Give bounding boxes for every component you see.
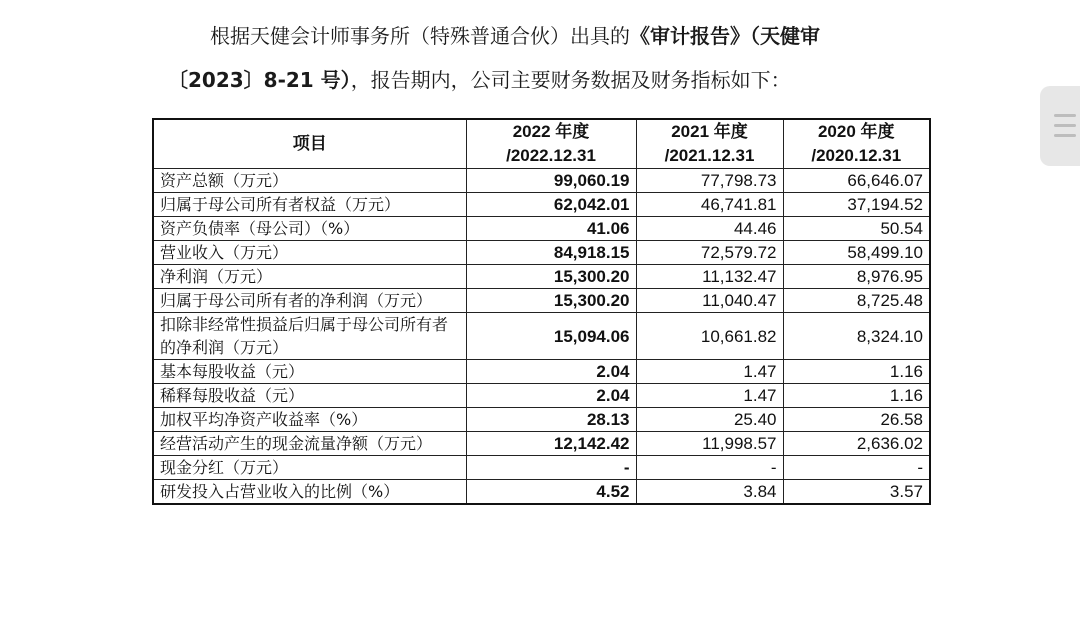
value-2022: 15,300.20 [466, 265, 636, 289]
row-item: 研发投入占营业收入的比例（%） [153, 480, 466, 505]
header-2022-year: 2022 年度 [512, 122, 590, 141]
value-2022: 62,042.01 [466, 193, 636, 217]
header-2022 [466, 119, 636, 169]
value-2020: 3.57 [783, 480, 930, 505]
header-2021-year: 2021 年度 [671, 122, 748, 141]
value-2020: 8,324.10 [783, 313, 930, 360]
intro-text-a: 根据天健会计师事务所（特殊普通合伙）出具的 [210, 24, 630, 48]
header-item-label: 项目 [292, 134, 327, 153]
row-item: 净利润（万元） [153, 265, 466, 289]
value-2022: 15,300.20 [466, 289, 636, 313]
value-2020: 37,194.52 [783, 193, 930, 217]
header-2022-date: /2022.12.31 [506, 146, 596, 165]
value-2021: 10,661.82 [636, 313, 783, 360]
value-2020: 1.16 [783, 360, 930, 384]
value-2022: 4.52 [466, 480, 636, 505]
table-row [153, 289, 930, 313]
value-2021: 11,040.47 [636, 289, 783, 313]
table-row [153, 193, 930, 217]
value-2022: 99,060.19 [466, 169, 636, 193]
header-2021-date: /2021.12.31 [664, 146, 755, 165]
value-2021: 46,741.81 [636, 193, 783, 217]
value-2020: - [783, 456, 930, 480]
intro-text-b: ，报告期内，公司主要财务数据及财务指标如下： [350, 68, 791, 92]
row-item: 经营活动产生的现金流量净额（万元） [153, 432, 466, 456]
value-2022: - [466, 456, 636, 480]
table-row [153, 265, 930, 289]
intro-paragraph-line2 [168, 58, 928, 102]
value-2022: 2.04 [466, 384, 636, 408]
value-2021: - [636, 456, 783, 480]
table-row [153, 384, 930, 408]
row-item: 扣除非经常性损益后归属于母公司所有者的净利润（万元） [153, 313, 466, 360]
table-row [153, 480, 930, 505]
row-item: 基本每股收益（元） [153, 360, 466, 384]
row-item: 归属于母公司所有者权益（万元） [153, 193, 466, 217]
value-2020: 2,636.02 [783, 432, 930, 456]
table-row [153, 241, 930, 265]
row-item: 资产负债率（母公司）（%） [153, 217, 466, 241]
header-2020-year: 2020 年度 [817, 122, 895, 141]
value-2020: 26.58 [783, 408, 930, 432]
table-row [153, 217, 930, 241]
value-2020: 50.54 [783, 217, 930, 241]
table-row [153, 313, 930, 360]
value-2020: 58,499.10 [783, 241, 930, 265]
table-header-row [153, 119, 930, 169]
header-2021 [636, 119, 783, 169]
value-2021: 72,579.72 [636, 241, 783, 265]
row-item: 稀释每股收益（元） [153, 384, 466, 408]
value-2022: 84,918.15 [466, 241, 636, 265]
table-row [153, 408, 930, 432]
value-2021: 1.47 [636, 360, 783, 384]
value-2021: 3.84 [636, 480, 783, 505]
value-2021: 11,998.57 [636, 432, 783, 456]
value-2020: 1.16 [783, 384, 930, 408]
value-2022: 15,094.06 [466, 313, 636, 360]
table-row [153, 169, 930, 193]
row-item: 加权平均净资产收益率（%） [153, 408, 466, 432]
table-row [153, 456, 930, 480]
side-menu-tab[interactable] [1040, 86, 1080, 166]
header-2020-date: /2020.12.31 [811, 146, 902, 165]
value-2020: 8,725.48 [783, 289, 930, 313]
value-2022: 41.06 [466, 217, 636, 241]
value-2022: 2.04 [466, 360, 636, 384]
value-2021: 11,132.47 [636, 265, 783, 289]
value-2020: 66,646.07 [783, 169, 930, 193]
value-2022: 28.13 [466, 408, 636, 432]
value-2021: 77,798.73 [636, 169, 783, 193]
report-title: 《审计报告》（天健审 [630, 24, 820, 48]
value-2022: 12,142.42 [466, 432, 636, 456]
row-item: 营业收入（万元） [153, 241, 466, 265]
value-2020: 8,976.95 [783, 265, 930, 289]
table-row [153, 432, 930, 456]
financial-data-table [152, 118, 931, 505]
header-item [153, 119, 466, 169]
table-row [153, 360, 930, 384]
row-item: 归属于母公司所有者的净利润（万元） [153, 289, 466, 313]
row-item: 现金分红（万元） [153, 456, 466, 480]
value-2021: 44.46 [636, 217, 783, 241]
header-2020 [783, 119, 930, 169]
report-number: 〔2023〕8-21 号） [168, 68, 351, 92]
value-2021: 25.40 [636, 408, 783, 432]
value-2021: 1.47 [636, 384, 783, 408]
row-item: 资产总额（万元） [153, 169, 466, 193]
intro-paragraph-line1 [168, 14, 928, 58]
